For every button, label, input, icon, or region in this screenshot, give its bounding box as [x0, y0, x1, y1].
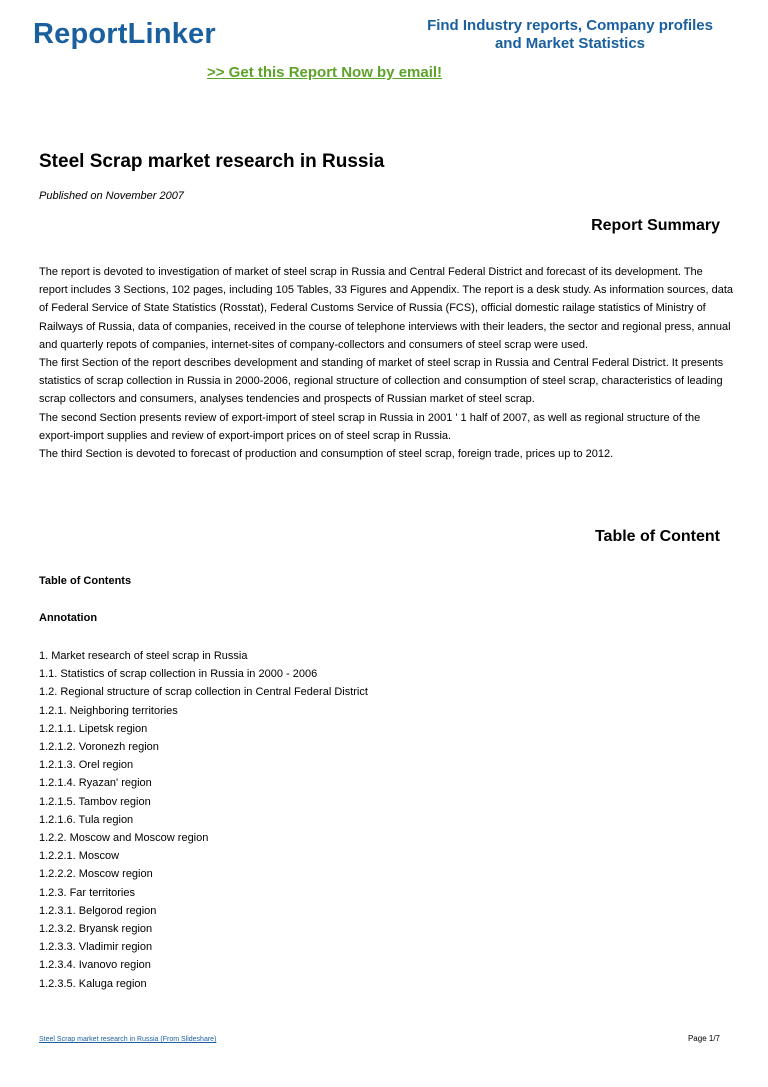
- reportlinker-logo[interactable]: ReportLinker: [33, 18, 216, 50]
- table-of-contents-label: Table of Contents: [39, 575, 132, 587]
- toc-item: 1.2.1.2. Voronezh region: [39, 741, 159, 754]
- toc-item: 1.2.1.5. Tambov region: [39, 795, 151, 808]
- report-summary-text: [39, 263, 734, 463]
- toc-item: 1.2.3. Far territories: [39, 886, 135, 899]
- toc-item: 1.2.3.3. Vladimir region: [39, 941, 153, 954]
- summary-paragraph: The third Section is devoted to forecast of production and consumption of steel scrap, foreign trade, prices up to 2012.: [39, 448, 614, 461]
- tagline-line-1: Find Industry reports, Company profiles: [427, 17, 713, 34]
- toc-item: 1.1. Statistics of scrap collection in Russia in 2000 - 2006: [39, 668, 318, 681]
- page-number: Page 1/7: [687, 1034, 720, 1043]
- published-date: Published on November 2007: [39, 190, 184, 202]
- toc-item: 1.2.1.6. Tula region: [39, 813, 134, 826]
- toc-item: 1.2.2.2. Moscow region: [39, 868, 153, 881]
- toc-item: 1.2.3.5. Kaluga region: [39, 977, 147, 990]
- report-summary-heading: Report Summary: [591, 217, 720, 234]
- annotation-label: Annotation: [39, 612, 98, 624]
- toc-item: 1.2.1.1. Lipetsk region: [39, 722, 148, 735]
- summary-paragraph: The report is devoted to investigation of market of steel scrap in Russia and Central Federal District and forecast of its development. The report includes 3 Sections, 102 pages, including 105 Tables, 33 Figures and Appendix. The report is a desk study. As information sources, data of Federal Service of State Statistics (Rosstat), Federal Customs Service of Russia (FCS), official domestic railage statistics of Ministry of Railways of Russia, data of companies, received in the course of telephone interviews with their leaders, the sector and regional press, annual and quarterly repots of companies, internet-sites of company-collectors and consumers of steel scrap were used.: [39, 266, 734, 351]
- get-report-by-email-link[interactable]: >> Get this Report Now by email!: [207, 64, 443, 81]
- toc-item: 1.2.2. Moscow and Moscow region: [39, 832, 209, 845]
- footer-source-link[interactable]: Steel Scrap market research in Russia (From Slideshare): [39, 1036, 217, 1043]
- toc-item: 1.2.1.4. Ryazan' region: [39, 777, 152, 790]
- toc-item: 1.2. Regional structure of scrap collection in Central Federal District: [39, 686, 368, 699]
- toc-item: 1.2.1.3. Orel region: [39, 759, 134, 772]
- toc-item: 1.2.3.4. Ivanovo region: [39, 959, 151, 972]
- toc-item: 1.2.1. Neighboring territories: [39, 704, 178, 717]
- report-title: Steel Scrap market research in Russia: [39, 151, 385, 172]
- toc-list: [39, 647, 368, 993]
- summary-paragraph: The first Section of the report describes development and standing of market of steel scrap in Russia and Central Federal District. It presents statistics of scrap collection in Russia in 2000-2006, regional structure of collection and consumption of steel scrap, characteristics of leading scrap collectors and consumers, analyses tendencies and prospects of Russian market of steel scrap.: [39, 357, 724, 406]
- toc-item: 1.2.3.2. Bryansk region: [39, 923, 153, 936]
- summary-paragraph: The second Section presents review of export-import of steel scrap in Russia in 2001 ' 1 half of 2007, as well as regional structure of the export-import supplies and review of export-import prices on of steel scrap in Russia.: [39, 411, 701, 442]
- toc-item: 1.2.3.1. Belgorod region: [39, 904, 157, 917]
- toc-item: 1. Market research of steel scrap in Russia: [39, 650, 248, 662]
- toc-item: 1.2.2.1. Moscow: [39, 850, 120, 863]
- table-of-content-heading: Table of Content: [594, 528, 720, 545]
- header-tagline: [405, 17, 735, 53]
- tagline-line-2: and Market Statistics: [494, 35, 646, 52]
